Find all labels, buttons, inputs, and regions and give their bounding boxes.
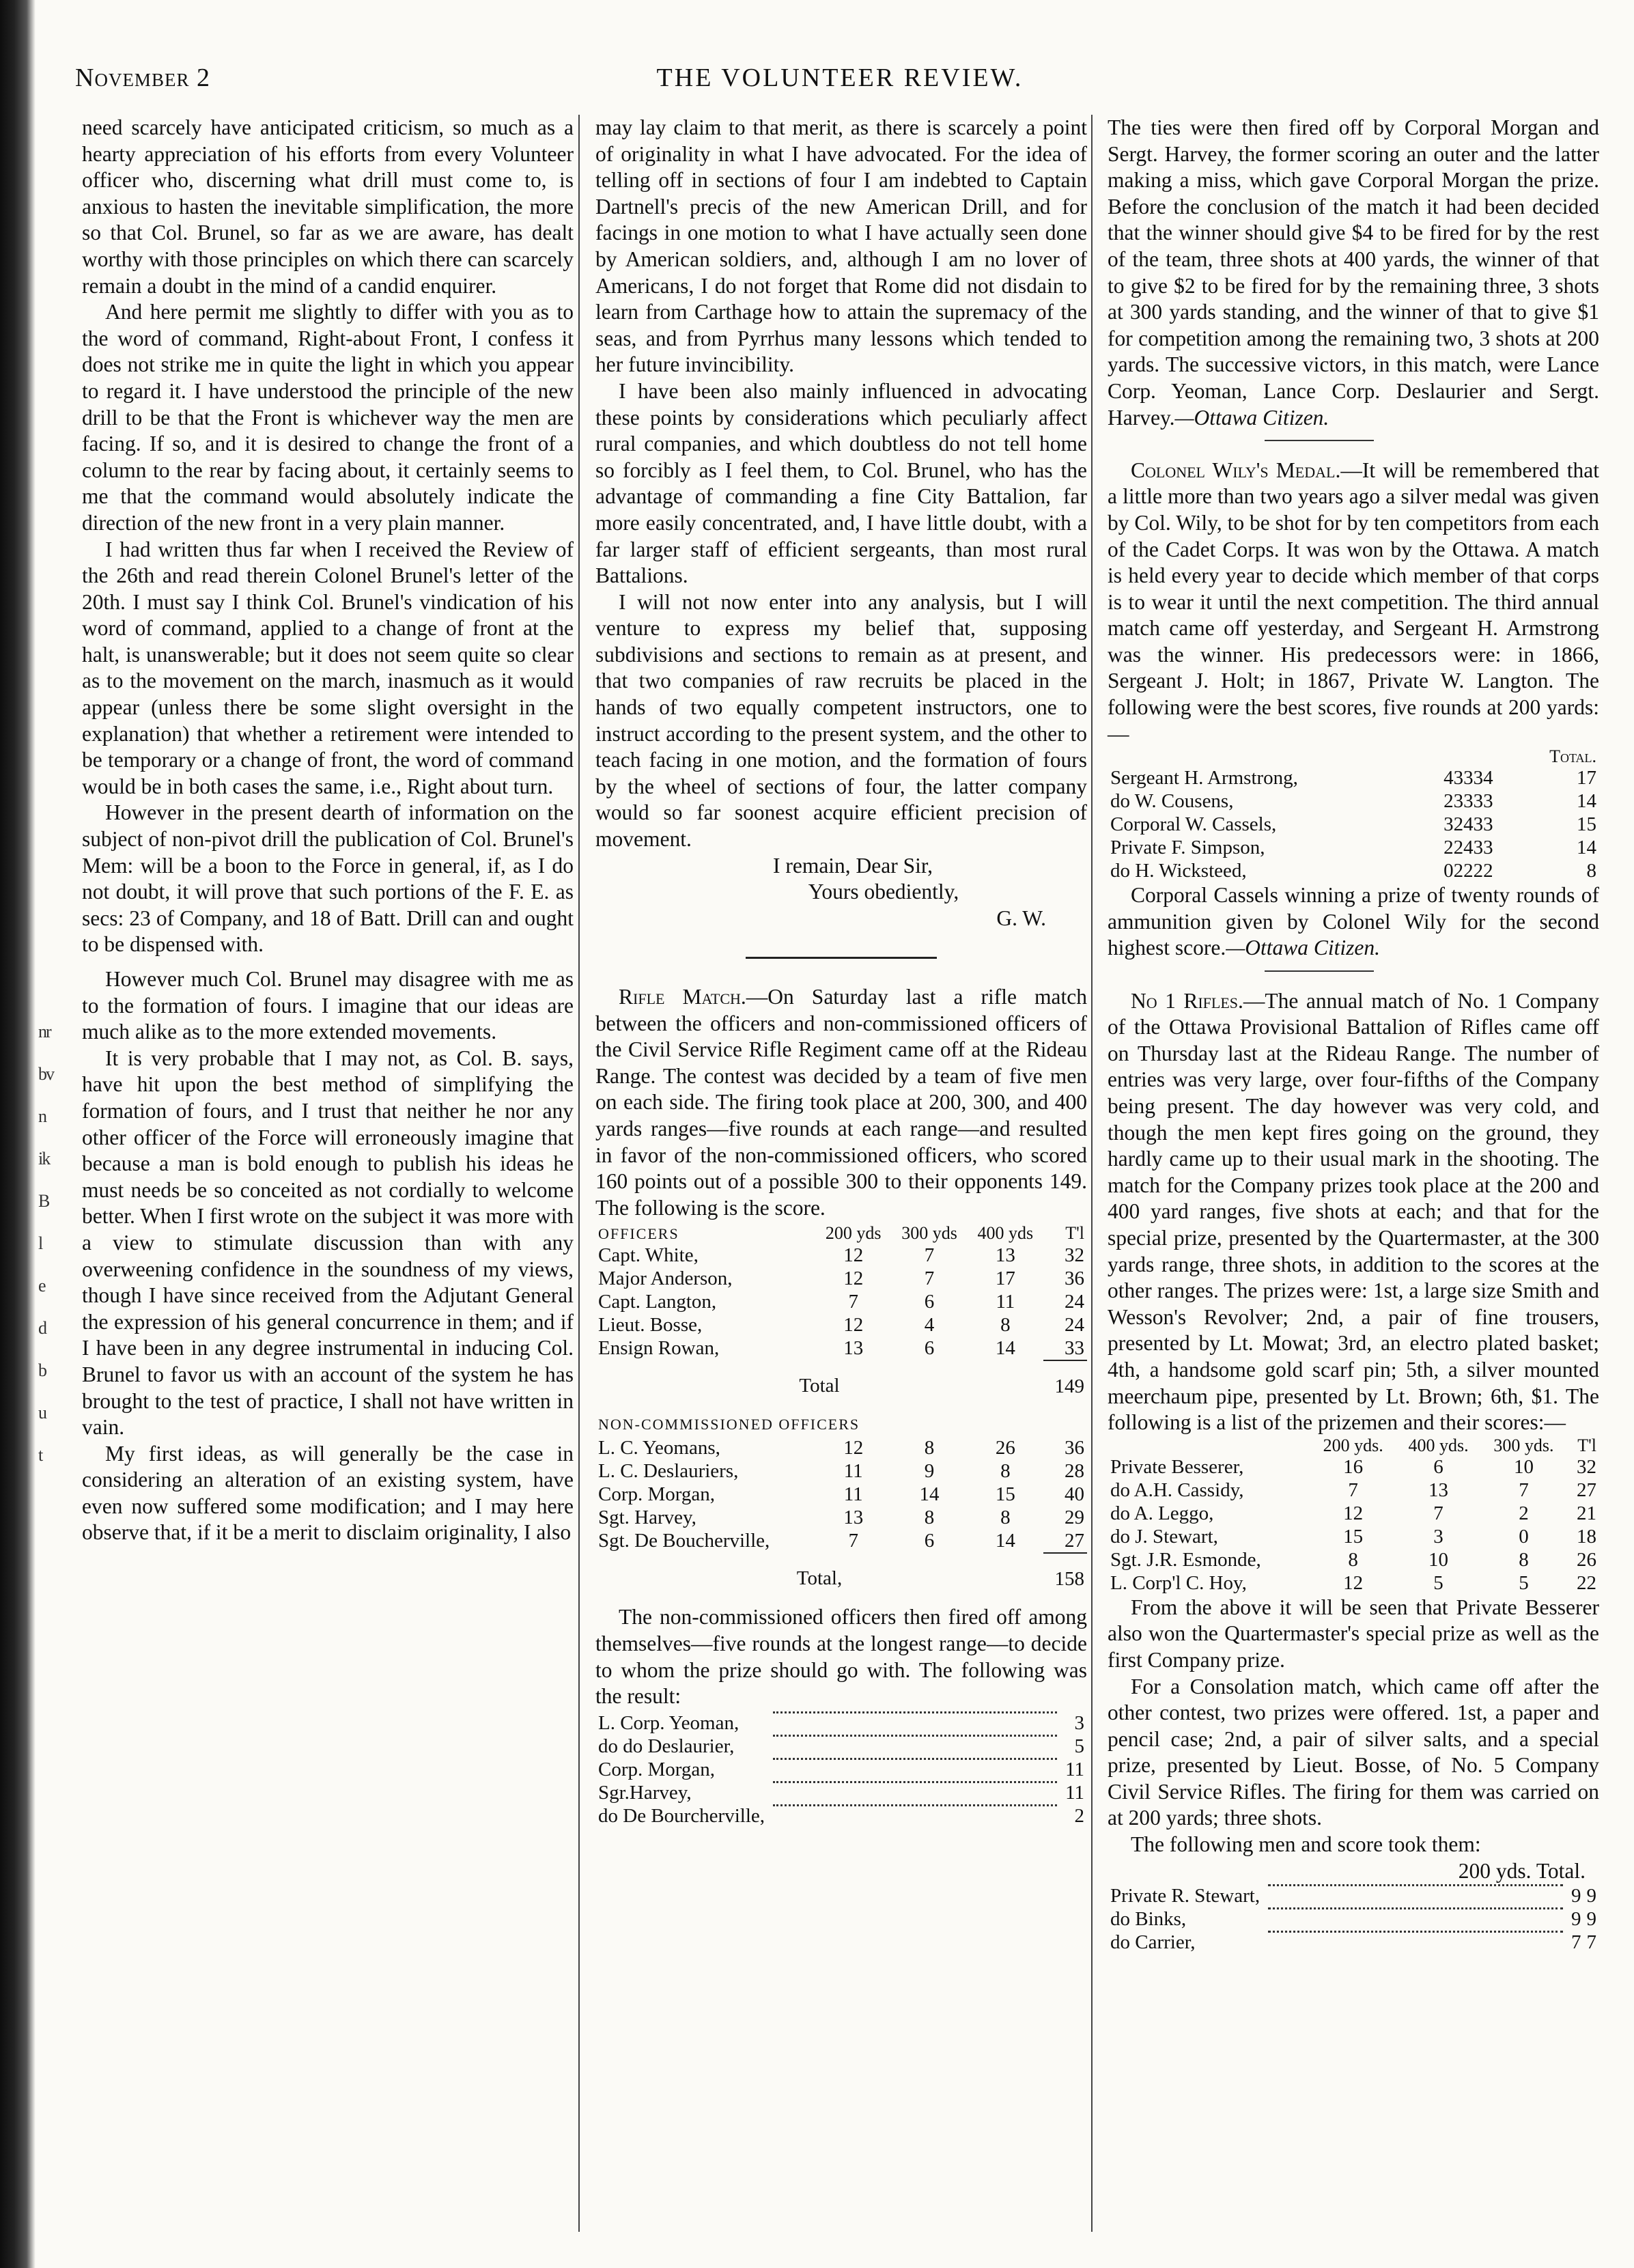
score-cell: 8	[1348, 1548, 1358, 1571]
table-row	[1108, 1502, 1599, 1525]
issue-date: November 2	[75, 64, 210, 92]
name-cell: L. Corp. Yeoman,	[598, 1711, 739, 1734]
source-credit: —Ottawa Citizen.	[1226, 936, 1380, 960]
name-cell: Corporal W. Cassels,	[1110, 813, 1277, 836]
score-cell: 3	[1433, 1525, 1443, 1548]
section-divider	[1265, 440, 1374, 441]
table-label: NON-COMMISSIONED OFFICERS	[598, 1416, 860, 1433]
source-credit: —Ottawa Citizen.	[1174, 405, 1329, 430]
edge-fragment: b	[38, 1360, 46, 1380]
name-cell: Private R. Stewart,	[1110, 1885, 1260, 1907]
score-cell: 14	[919, 1483, 940, 1506]
column-rule-1	[578, 115, 580, 2232]
score-cell: 11	[996, 1291, 1015, 1313]
name-cell: do W. Cousens,	[1110, 790, 1234, 813]
paragraph: And here permit me slightly to differ with you as to the word of command, Right-about Front, I confess it does not strike me in quite the light in which you appear to regard it. I have understood the principle of the new drill to be that the Front is whichever way the men are facing. If so, and it is desired to change the front of a column to the rear by facing about, it certainly seems to me that the command would absolutely indicate the direction of the new front in a very plain manner.	[82, 300, 574, 535]
paragraph: The non-commissioned officers then fired off among themselves—five rounds at the longest range—to decide to whom the prize should go with. The following was the result:	[595, 1605, 1087, 1709]
name-cell: Corp. Morgan,	[598, 1483, 716, 1506]
paragraph: For a Consolation match, which came off after the other contest, two prizes were offered. 1st, a paper and pencil case; 2nd, a pair of silver salts, and a special prize, presented by Lieut. Bosse, of No. 5 Company Civil Service Rifles. The firing for them was carried on at 200 yards; three shots.	[1108, 1674, 1599, 1830]
list-item	[595, 1735, 1087, 1758]
score-cell: 17	[1577, 767, 1596, 789]
score-cell: 0	[1519, 1525, 1529, 1548]
score-cell: 43334	[1443, 767, 1493, 789]
table-row	[1108, 789, 1599, 813]
total-label: Total,	[796, 1567, 843, 1590]
score-cell: 21	[1577, 1502, 1596, 1524]
score-cell: 8	[1586, 860, 1596, 882]
letter-signature: G. W.	[996, 906, 1046, 930]
score-cell: 7	[1519, 1479, 1529, 1501]
score-cell: 10	[1513, 1455, 1534, 1478]
list-item	[1108, 1884, 1599, 1907]
name-cell: do do Deslaurier,	[598, 1735, 735, 1757]
score-cell: 3	[1074, 1711, 1084, 1734]
edge-fragment: bv	[38, 1064, 53, 1084]
score-cell: 22433	[1443, 837, 1493, 859]
name-cell: do A. Leggo,	[1110, 1502, 1214, 1524]
edge-fragment: B	[38, 1191, 49, 1211]
table-row	[595, 1244, 1087, 1267]
name-cell: Corp. Morgan,	[598, 1758, 716, 1780]
column-3	[1108, 115, 1599, 1954]
column-2	[595, 115, 1087, 1828]
edge-fragment: ik	[38, 1149, 50, 1168]
name-cell: Lieut. Bosse,	[598, 1314, 703, 1336]
score-cell: 23333	[1443, 790, 1493, 813]
score-cell: 17	[995, 1268, 1015, 1290]
list-item	[1108, 1907, 1599, 1931]
letter-closing: I remain, Dear Sir,	[772, 853, 933, 878]
score-cell: 14	[995, 1530, 1015, 1552]
name-cell: do De Bourcherville,	[598, 1804, 765, 1827]
column-header: 200 yds	[825, 1223, 882, 1244]
column-header: 300 yds.	[1493, 1435, 1554, 1455]
score-cell: 40	[1065, 1483, 1084, 1506]
name-cell: L. C. Deslauriers,	[598, 1460, 739, 1483]
name-cell: Ensign Rowan,	[598, 1337, 720, 1360]
score-cell: 8	[1519, 1548, 1529, 1571]
score-cell: 11	[1065, 1781, 1084, 1804]
score-cell: 27	[1065, 1530, 1084, 1552]
dot-leader	[767, 1711, 1062, 1735]
name-cell: Private F. Simpson,	[1110, 837, 1265, 859]
score-cell: 15	[1343, 1525, 1364, 1548]
name-cell: do H. Wicksteed,	[1110, 860, 1247, 882]
score-cell: 32	[1065, 1244, 1084, 1267]
article-body: —On Saturday last a rifle match between the officers and non-commissioned officers of the Civil Service Rifle Regiment came off at the Rideau Range. The contest was decided by a team of five men on each side. The firing took place at 200, 300, and 400 yards ranges—five rounds at each range—and resulted in favor of the non-commissioned officers, who scored 160 points out of a possible 300 to their opponents 149. The following is the score.	[595, 985, 1087, 1220]
name-cell: do A.H. Cassidy,	[1110, 1479, 1244, 1501]
paragraph: Corporal Cassels winning a prize of twenty rounds of ammunition given by Colonel Wily for the second highest score.	[1108, 883, 1599, 960]
score-cell: 8	[1000, 1314, 1011, 1336]
table-row	[595, 1506, 1087, 1529]
score-cell: 8	[1000, 1507, 1011, 1529]
paragraph: may lay claim to that merit, as there is scarcely a point of originality in what I have advocated. For the idea of telling off in sections of four I am indebted to Captain Dartnell's precis of the new American Drill, and for facings in one motion to what I have actually seen done by American soldiers, and, although I am no lover of Americans, I do not forget that Rome did not disdain to learn from Carthage how to attain the supremacy of the seas, and from Pyrrhus many lessons which tended to her future invincibility.	[595, 115, 1087, 377]
score-cell: 15	[1577, 813, 1596, 836]
table-row	[1108, 1525, 1599, 1548]
list-item	[595, 1804, 1087, 1828]
column-header: 400 yds	[977, 1223, 1034, 1244]
paragraph: I will not now enter into any analysis, but I will venture to express my belief that, supposing subdivisions and sections to remain as at present, and that two companies of raw recruits be placed in the hands of two equally competent instructors, one to instruct according to the present system, and the other to teach facing in one motion, and the formation of fours by the wheel of sections of four, the latter company would so far soonest acquire efficient precision of movement.	[595, 589, 1087, 852]
article-heading: No 1 Rifles.	[1131, 988, 1243, 1013]
score-cell: 6	[924, 1291, 935, 1313]
paragraph: The following men and score took them:	[1131, 1832, 1481, 1857]
dot-leader	[1263, 1907, 1568, 1931]
letter-closing: Yours obediently,	[808, 880, 959, 904]
score-cell: 12	[843, 1268, 864, 1290]
name-cell: L. Corp'l C. Hoy,	[1110, 1571, 1247, 1594]
column-header: T'l	[1577, 1435, 1596, 1455]
score-cell: 33	[1065, 1337, 1084, 1360]
article-heading: Colonel Wily's Medal.	[1131, 458, 1341, 482]
score-cell: 29	[1065, 1507, 1084, 1529]
section-divider	[1265, 970, 1374, 972]
score-cell: 12	[843, 1437, 864, 1459]
scan-binding-edge	[0, 0, 36, 2268]
score-cell: 12	[1343, 1502, 1364, 1524]
dot-leader	[1263, 1931, 1568, 1954]
edge-fragment: nr	[38, 1022, 51, 1041]
paragraph: From the above it will be seen that Private Besserer also won the Quartermaster's special prize as well as the first Company prize.	[1108, 1595, 1599, 1672]
score-cell: 7	[1433, 1502, 1443, 1524]
consolation-table	[1108, 1884, 1599, 1954]
score-cell: 13	[843, 1507, 864, 1529]
score-cell: 8	[924, 1507, 935, 1529]
edge-fragment: t	[38, 1445, 42, 1465]
score-cell: 7	[1586, 1931, 1596, 1954]
article-body: —It will be remembered that a little more than two years ago a silver medal was given by Col. Wily, to be shot for by ten competitors from each of the Cadet Corps. It was won by the Ottawa. A match is held every year to decide which member of that corps is to wear it until the next competition. The third annual match came off yesterday, and Sergeant H. Armstrong was the winner. His predecessors were: in 1866, Sergeant J. Holt; in 1867, Private W. Langton. The following were the best scores, five rounds at 200 yards:—	[1108, 458, 1599, 746]
score-cell: 36	[1065, 1268, 1084, 1290]
officers-score-table	[595, 1224, 1087, 1604]
name-cell: Sergeant H. Armstrong,	[1110, 767, 1298, 789]
table-row	[1108, 1455, 1599, 1479]
paragraph: The ties were then fired off by Corporal Morgan and Sergt. Harvey, the former scoring an outer and the latter making a miss, which gave Corporal Morgan the prize. Before the conclusion of the match it had been decided that the winner should give $4 to be fired for by the rest of the team, three shots at 400 yards, the winner of that to give $2 to be fired for by the remaining three, 3 shots at 300 yards standing, and the winner of that to give $1 for competition among the remaining two, 3 shots at 200 yards. The successive victors, in this match, were Lance Corp. Yeoman, Lance Corp. Deslaurier and Sergt. Harvey.	[1108, 115, 1599, 430]
medal-score-table	[1108, 747, 1599, 882]
score-cell: 11	[1065, 1758, 1084, 1780]
table-row	[595, 1436, 1087, 1459]
dot-leader	[767, 1758, 1062, 1781]
article-body: —The annual match of No. 1 Company of the Ottawa Provisional Battalion of Rifles came off on Thursday last at the Rideau Range. The number of entries was very large, over four-fifths of the Company being present. The day however was very cold, and though the men kept fires going on the ground, they hardly came up to their usual mark in the shooting. The match for the Company prizes took place at the 200 and 400 yard ranges, five shots at each; and that for the special prize, presented by the Quartermaster, at the 300 yards range, three shots, in addition to the scores at the other ranges. The prizes were: 1st, a large size Smith and Wesson's Revolver; 2nd, a pair of fine trousers, presented by Lt. Mowat; 3rd, an electro plated basket; 4th, a handsome gold scarf pin; 5th, a silver mounted meerchaum pipe, presented by Lt. Brown; 6th, $1. The following is a list of the prizemen and their scores:—	[1108, 988, 1599, 1435]
score-cell: 13	[995, 1244, 1015, 1267]
page-header	[75, 63, 1605, 104]
score-cell: 36	[1065, 1437, 1084, 1459]
total-value: 149	[1043, 1360, 1087, 1412]
prize-score-table	[1108, 1436, 1599, 1595]
score-cell: 12	[1343, 1571, 1364, 1594]
score-cell: 26	[1577, 1548, 1596, 1571]
column-header: 400 yds.	[1408, 1435, 1469, 1455]
score-cell: 22	[1577, 1571, 1596, 1594]
total-label: Total	[799, 1375, 840, 1397]
column-header: 200 yds.	[1323, 1435, 1383, 1455]
name-cell: do Carrier,	[1110, 1931, 1196, 1954]
score-cell: 14	[995, 1337, 1015, 1360]
table-row	[595, 1483, 1087, 1506]
score-cell: 24	[1065, 1291, 1084, 1313]
score-cell: 5	[1433, 1571, 1443, 1594]
paragraph: It is very probable that I may not, as Col. B. says, have hit upon the best method of simplifying the formation of fours, and I trust that neither he nor any other officer of the Force will erroneously imagine that because a man is bold enough to publish his ideas he must needs be so conceited as not cordially to welcome better. When I first wrote on the subject it was more with a view to stimulate discussion than with any overweening confidence in the soundness of my views, though I have since received from the Adjutant General the expression of his general concurrence in them; and if I have been in any degree instrumental in inducing Col. Brunel to favor us with an account of the system he has brought to the test of practice, I shall not have written in vain.	[82, 1046, 574, 1440]
score-cell: 8	[924, 1437, 935, 1459]
score-cell: 28	[1065, 1460, 1084, 1483]
column-header: Total.	[1549, 746, 1596, 767]
name-cell: do J. Stewart,	[1110, 1525, 1218, 1548]
score-cell: 2	[1074, 1804, 1084, 1827]
score-cell: 4	[924, 1314, 935, 1336]
table-row	[1108, 1479, 1599, 1502]
dot-leader	[767, 1735, 1062, 1758]
name-cell: Sgr.Harvey,	[598, 1781, 692, 1804]
score-cell: 6	[924, 1337, 935, 1360]
list-item	[595, 1711, 1087, 1735]
score-cell: 24	[1065, 1314, 1084, 1336]
score-cell: 9	[1586, 1885, 1596, 1907]
score-cell: 12	[843, 1244, 864, 1267]
score-cell: 11	[843, 1483, 863, 1506]
table-header: 200 yds. Total.	[1458, 1858, 1586, 1883]
paragraph: My first ideas, as will generally be the case in considering an alteration of an existing system, have even now suffered some modification; and I may here observe that, if it be a merit to disclaim originality, I also	[82, 1441, 574, 1545]
dot-leader	[767, 1781, 1062, 1804]
paragraph: However in the present dearth of information on the subject of non-pivot drill the publication of Col. Brunel's Mem: will be a boon to the Force in general, if, as I do not doubt, it will prove that such portions of the F. E. as secs: 23 of Company, and 18 of Batt. Drill can and ought to be dispensed with.	[82, 800, 574, 957]
name-cell: Sgt. J.R. Esmonde,	[1110, 1548, 1261, 1571]
column-header: 300 yds	[901, 1223, 957, 1244]
score-cell: 7	[848, 1530, 858, 1552]
table-row	[595, 1336, 1087, 1360]
table-row	[1108, 836, 1599, 859]
score-cell: 7	[1348, 1479, 1358, 1501]
name-cell: do Binks,	[1110, 1908, 1187, 1931]
score-cell: 11	[843, 1460, 863, 1483]
table-row	[595, 1459, 1087, 1483]
score-cell: 5	[1074, 1735, 1084, 1757]
table-row	[1108, 1548, 1599, 1571]
column-rule-2	[1091, 115, 1093, 2232]
paragraph: I had written thus far when I received the Review of the 26th and read therein Colonel Brunel's letter of the 20th. I must say I think Col. Brunel's vindication of his word of command, applied to a change of front at the halt, is unanswerable; but it does not seem quite so clear as to the movement on the march, inasmuch as it would appear (unless there be some slight oversight in the explanation) that whether a retirement were intended to be temporary or a change of front, the word of command would be in both cases the same, i.e., Right about turn.	[82, 537, 574, 798]
article-heading: Rifle Match.	[619, 985, 746, 1009]
column-1	[82, 115, 574, 1546]
score-cell: 14	[1577, 790, 1596, 813]
table-row	[595, 1290, 1087, 1313]
result-list	[595, 1711, 1087, 1828]
table-row	[1108, 1571, 1599, 1595]
dot-leader	[767, 1804, 1062, 1828]
name-cell: Capt. White,	[598, 1244, 699, 1267]
name-cell: Major Anderson,	[598, 1268, 733, 1290]
name-cell: L. C. Yeomans,	[598, 1437, 720, 1459]
score-cell: 2	[1519, 1502, 1529, 1524]
score-cell: 13	[1428, 1479, 1449, 1501]
name-cell: Sgt. De Boucherville,	[598, 1530, 770, 1552]
score-cell: 9	[1571, 1885, 1581, 1907]
score-cell: 9	[1571, 1908, 1581, 1931]
table-row	[1108, 859, 1599, 882]
score-cell: 12	[843, 1314, 864, 1336]
score-cell: 6	[924, 1530, 935, 1552]
score-cell: 7	[924, 1244, 935, 1267]
list-item	[595, 1758, 1087, 1781]
table-row	[595, 1267, 1087, 1290]
score-cell: 14	[1577, 837, 1596, 859]
score-cell: 5	[1519, 1571, 1529, 1594]
score-cell: 02222	[1443, 860, 1493, 882]
dot-leader	[1263, 1884, 1568, 1907]
score-cell: 26	[995, 1437, 1015, 1459]
score-cell: 7	[848, 1291, 858, 1313]
score-cell: 16	[1343, 1455, 1364, 1478]
score-cell: 9	[1586, 1908, 1596, 1931]
column-header: T'l	[1065, 1223, 1084, 1244]
paragraph: However much Col. Brunel may disagree with me as to the formation of fours. I imagine that our ideas are much alike as to the more extended movements.	[82, 967, 574, 1044]
edge-fragment: l	[38, 1233, 42, 1253]
score-cell: 27	[1577, 1479, 1596, 1501]
score-cell: 7	[924, 1268, 935, 1290]
score-cell: 7	[1571, 1931, 1581, 1954]
edge-fragment: u	[38, 1403, 46, 1423]
score-cell: 8	[1000, 1460, 1011, 1483]
edge-fragment: d	[38, 1318, 46, 1338]
score-cell: 9	[924, 1460, 935, 1483]
score-cell: 32	[1577, 1455, 1596, 1478]
edge-fragments	[38, 1011, 66, 1476]
table-label: OFFICERS	[598, 1225, 679, 1243]
table-row	[595, 1529, 1087, 1553]
table-row	[1108, 813, 1599, 836]
section-divider	[595, 944, 1087, 970]
list-item	[1108, 1931, 1599, 1954]
score-cell: 13	[843, 1337, 864, 1360]
table-row	[595, 1313, 1087, 1336]
score-cell: 32433	[1443, 813, 1493, 836]
score-cell: 6	[1433, 1455, 1443, 1478]
name-cell: Sgt. Harvey,	[598, 1507, 696, 1529]
score-cell: 18	[1577, 1525, 1596, 1548]
table-row	[1108, 766, 1599, 789]
name-cell: Private Besserer,	[1110, 1455, 1244, 1478]
paragraph: need scarcely have anticipated criticism, so much as a hearty appreciation of his efforts from every Volunteer officer who, discerning what drill must come to, is anxious to hasten the inevitable simplification, the more so that Col. Brunel, so far as we are aware, has dealt worthy with those principles on which there can scarcely remain a doubt in the mind of a candid enquirer.	[82, 115, 574, 298]
score-cell: 10	[1428, 1548, 1449, 1571]
edge-fragment: e	[38, 1276, 45, 1296]
total-value: 158	[1043, 1553, 1087, 1604]
paragraph: I have been also mainly influenced in advocating these points by considerations which peculiarly affect rural companies, and which doubtless do not tell home so forcibly as I feel them, to Col. Brunel, who has the advantage of commanding a fine City Battalion, far more easily concentrated, and, I have little doubt, with a far larger staff of efficient sergeants, than most rural Battalions.	[595, 378, 1087, 588]
edge-fragment: n	[38, 1106, 46, 1126]
publication-title: THE VOLUNTEER REVIEW.	[656, 64, 1024, 92]
list-item	[595, 1781, 1087, 1804]
score-cell: 15	[995, 1483, 1015, 1506]
name-cell: Capt. Langton,	[598, 1291, 717, 1313]
